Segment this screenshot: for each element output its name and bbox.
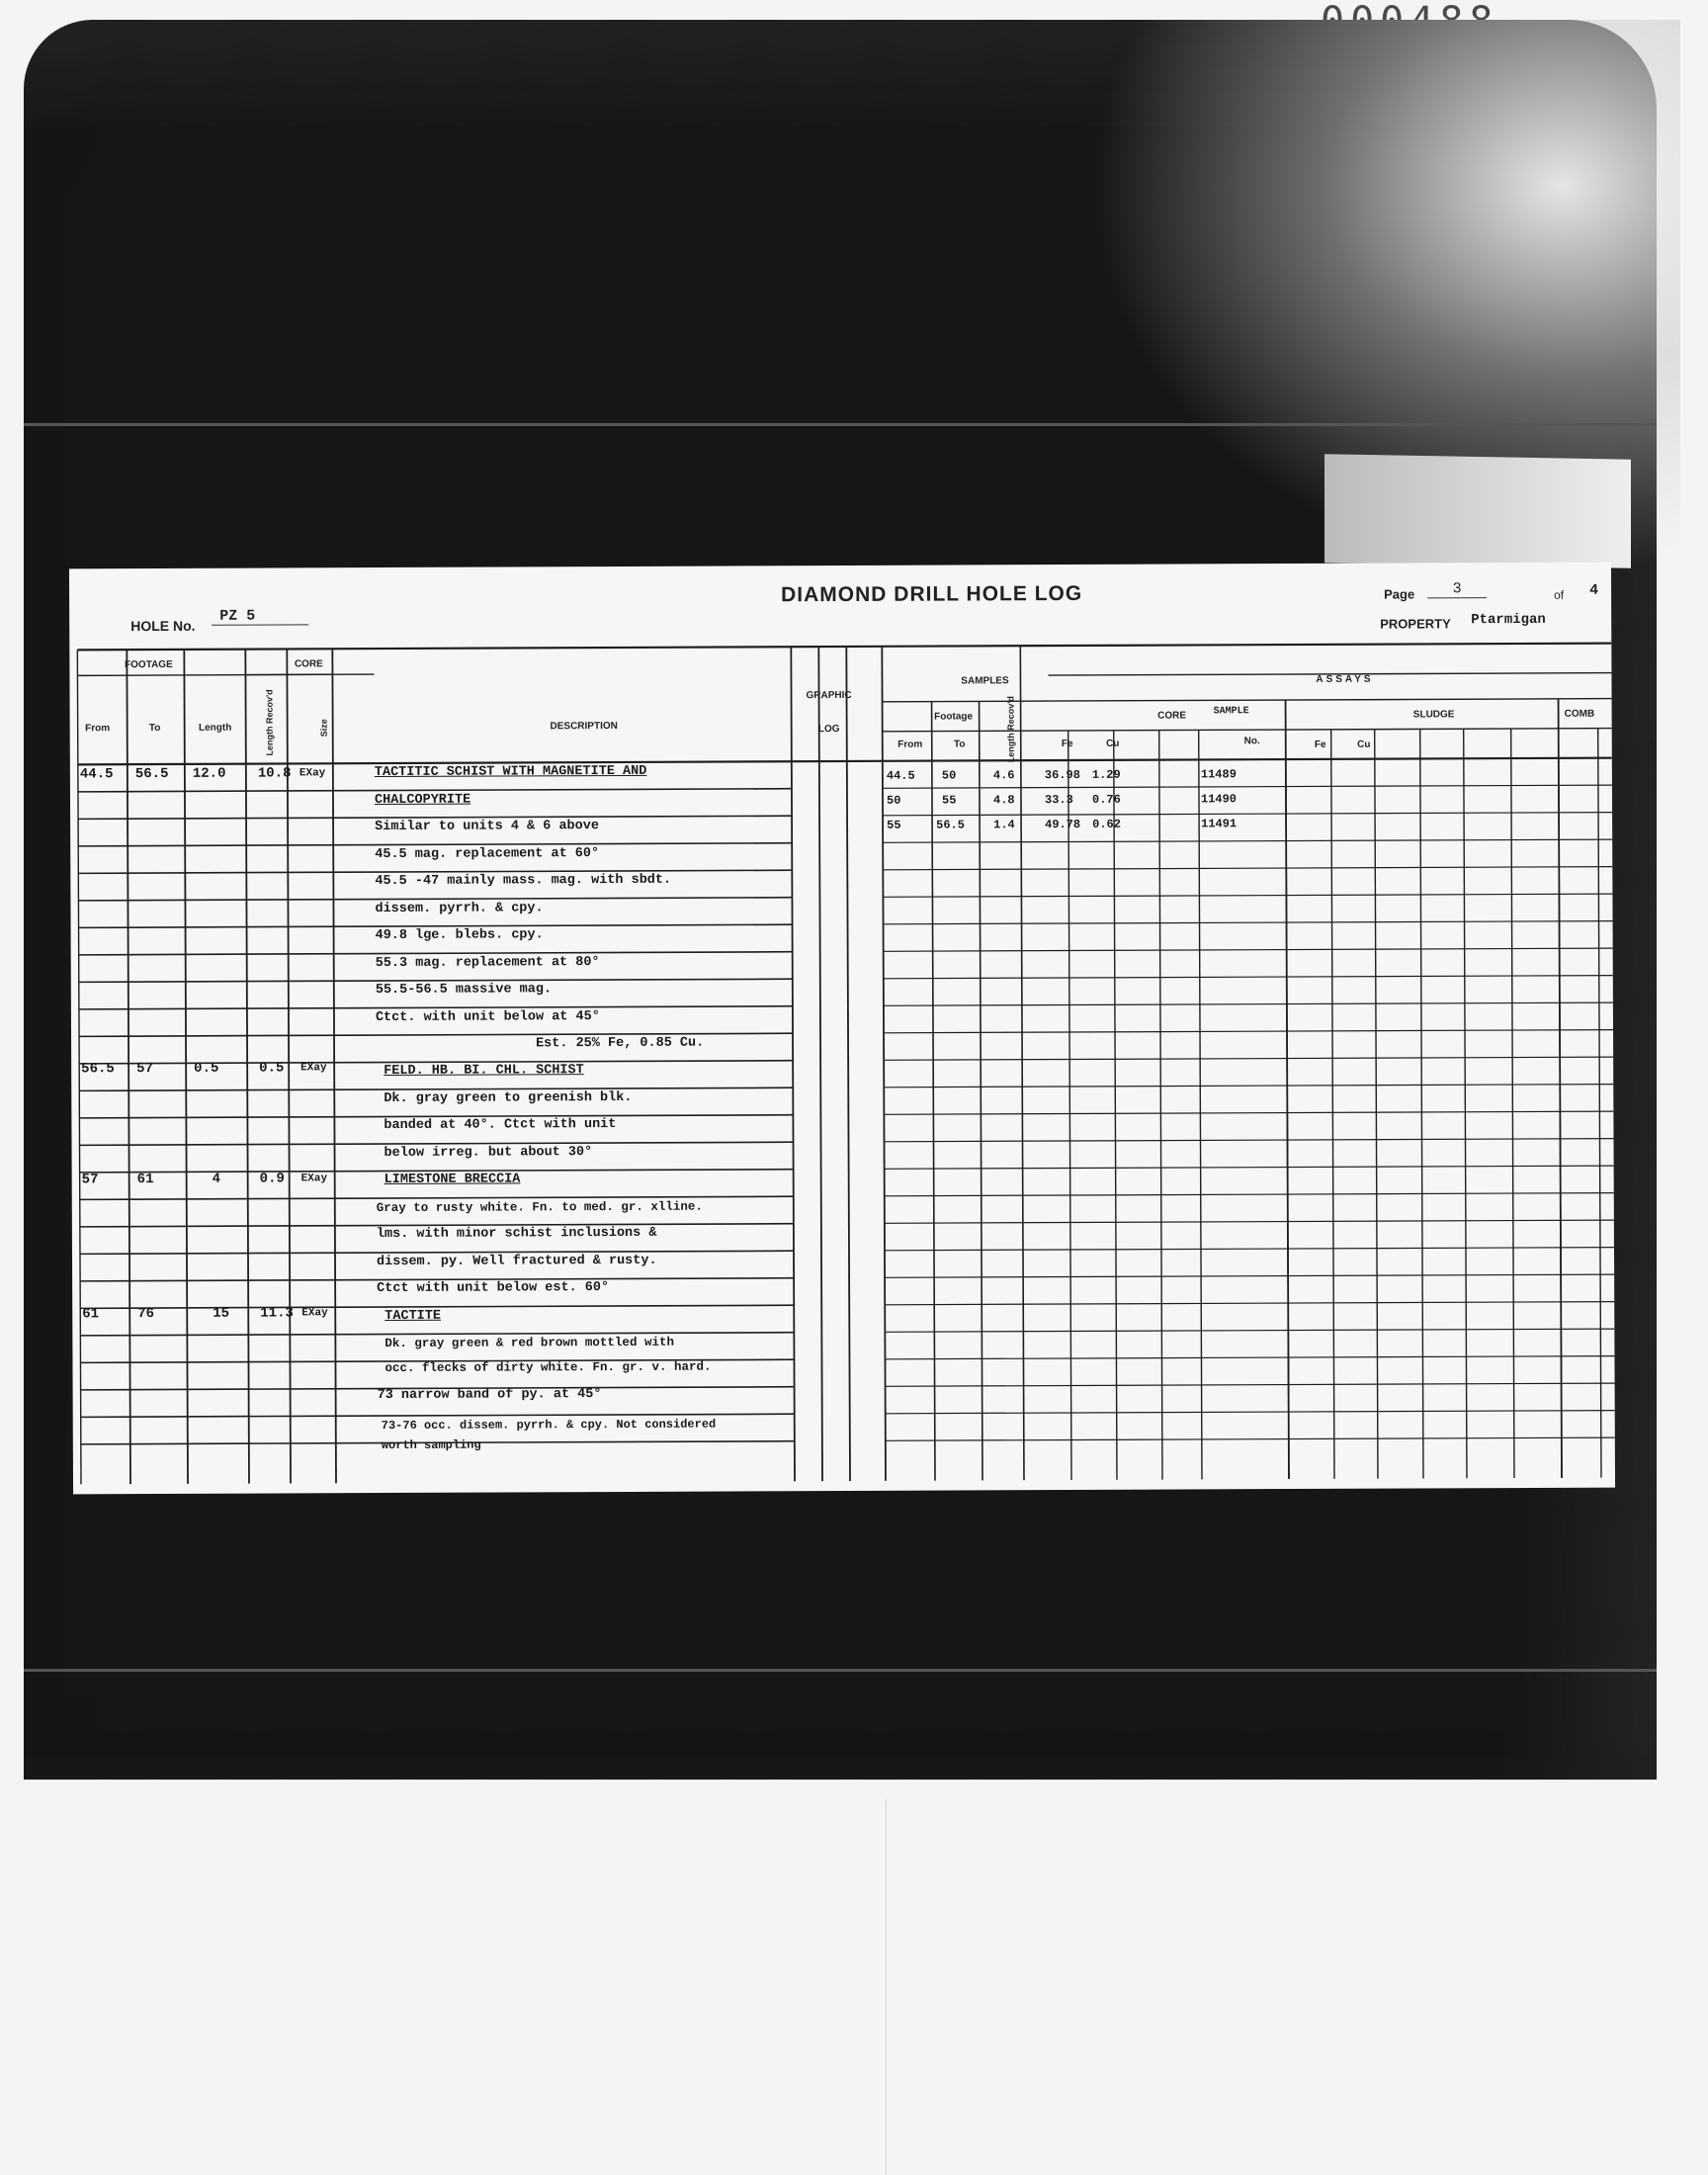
hole-no-value: PZ 5: [212, 607, 308, 625]
grid-line: [885, 1302, 1614, 1305]
recovered-header: Length Recov'd: [264, 689, 275, 756]
grid-line: [885, 1356, 1614, 1359]
grid-line: [882, 647, 886, 1481]
paper-fold: [1324, 454, 1631, 567]
description-line: TACTITE: [384, 1308, 442, 1325]
to-header: To: [148, 723, 161, 735]
form-title: DIAMOND DRILL HOLE LOG: [781, 581, 1083, 607]
grid-line: [1021, 701, 1024, 1480]
description-line: 55.5-56.5 massive mag.: [375, 982, 553, 999]
grid-line: [980, 701, 982, 1480]
grid-line: [1511, 729, 1514, 1478]
sludge-header: SLUDGE: [1412, 709, 1455, 721]
grid-line: [884, 1111, 1613, 1114]
page-edge-line: [886, 1799, 887, 2175]
sample-cu: 0.62: [1092, 817, 1121, 831]
grid-line: [886, 1411, 1615, 1414]
description-line: 45.5 mag. replacement at 60°: [375, 846, 600, 863]
grid-line: [932, 702, 935, 1481]
grid-line: [1464, 729, 1467, 1478]
grid-line: [332, 649, 336, 1483]
interval-from: 61: [82, 1306, 100, 1323]
grid-line: [884, 1030, 1613, 1033]
description-line: lms. with minor schist inclusions &: [376, 1225, 657, 1243]
grid-line: [818, 647, 822, 1481]
page-value: 3: [1427, 580, 1487, 598]
grid-line: [1159, 731, 1162, 1480]
of-label: of: [1554, 587, 1565, 602]
interval-size: EXay: [300, 1173, 328, 1185]
footage-header: FOOTAGE: [125, 658, 173, 671]
grid-line: [886, 1437, 1615, 1440]
description-line: 45.5 -47 mainly mass. mag. with sbdt.: [375, 872, 672, 890]
page-label: Page: [1384, 586, 1415, 602]
sample-recovered: 4.6: [992, 768, 1015, 783]
grid-line: [885, 1220, 1614, 1223]
description-line: worth sampling: [381, 1437, 481, 1453]
interval-recovered: 11.3: [260, 1305, 294, 1322]
graphic-header: GRAPHIC: [806, 689, 852, 702]
sample-cu: 1.29: [1091, 767, 1121, 782]
grid-line: [883, 867, 1612, 870]
description-line: Gray to rusty white. Fn. to med. gr. xlline.: [376, 1199, 703, 1216]
comb-header: COMB: [1564, 708, 1595, 720]
description-line: Ctct. with unit below at 45°: [375, 1009, 600, 1026]
grid-line: [78, 898, 792, 901]
interval-size: EXay: [299, 767, 326, 780]
grid-line: [1286, 730, 1289, 1479]
grid-line: [1375, 730, 1378, 1479]
interval-to: 57: [136, 1061, 154, 1078]
description-line: 55.3 mag. replacement at 80°: [375, 955, 600, 972]
description-line: dissem. pyrrh. & cpy.: [375, 901, 544, 917]
interval-to: 56.5: [134, 765, 169, 783]
description-line: below irreg. but about 30°: [384, 1145, 593, 1162]
sample-fe: 33.3: [1044, 792, 1073, 808]
cu-header: Cu: [1106, 738, 1120, 749]
fe-header: Fe: [1061, 738, 1073, 750]
property-value: Ptarmigan: [1471, 611, 1546, 629]
grid-line: [1559, 699, 1562, 1478]
sample-to-header: To: [953, 739, 966, 750]
core-assay-header: CORE: [1157, 710, 1187, 722]
log-grid: [69, 563, 1615, 1495]
interval-from: 44.5: [79, 766, 114, 783]
grid-line: [885, 1139, 1614, 1142]
sample-recovered: 4.8: [992, 793, 1015, 808]
length-header: Length: [198, 722, 232, 734]
description-line: banded at 40°. Ctct with unit: [384, 1116, 617, 1134]
grid-line: [885, 1329, 1614, 1332]
grid-line: [885, 1166, 1614, 1169]
hole-no-label: HOLE No.: [130, 617, 196, 635]
sample-recovered: 1.4: [993, 818, 1015, 832]
grid-line: [883, 813, 1612, 816]
interval-length: 4: [212, 1171, 221, 1187]
grid-line: [1598, 729, 1601, 1478]
grid-line: [883, 785, 1612, 788]
description-line: FELD. HB. BI. CHL. SCHIST: [384, 1063, 584, 1080]
assays-header: ASSAYS: [1316, 673, 1374, 685]
size-header: Size: [318, 719, 329, 738]
description-line: 73 narrow band of py. at 45°: [377, 1387, 602, 1404]
description-header: DESCRIPTION: [550, 720, 618, 733]
grid-line: [1049, 699, 1612, 701]
grid-line: [1068, 731, 1071, 1480]
grid-line: [846, 647, 850, 1481]
sample-from: 44.5: [886, 768, 915, 783]
grid-line: [78, 758, 1612, 765]
grid-line: [885, 1274, 1614, 1277]
description-line: Dk. gray green to greenish blk.: [384, 1089, 633, 1107]
interval-length: 0.5: [194, 1060, 219, 1077]
description-line: TACTITIC SCHIST WITH MAGNETITE AND: [374, 763, 647, 781]
description-line: dissem. py. Well fractured & rusty.: [376, 1253, 657, 1270]
interval-to: 76: [137, 1306, 155, 1323]
drill-log-sheet: [69, 563, 1615, 1495]
grid-line: [884, 921, 1613, 924]
grid-line: [883, 729, 1612, 732]
grid-line: [127, 650, 130, 1484]
sample-number: 11489: [1200, 767, 1237, 782]
interval-size: EXay: [301, 1307, 328, 1320]
grid-line: [1420, 729, 1423, 1478]
grid-line: [79, 1006, 793, 1009]
description-line: Est. 25% Fe, 0.85 Cu.: [536, 1035, 705, 1052]
grid-line: [184, 650, 188, 1484]
grid-line: [77, 644, 1611, 651]
interval-length: 15: [213, 1305, 230, 1322]
sample-to: 55: [941, 793, 957, 808]
grid-line: [883, 701, 1049, 702]
grid-line: [245, 650, 249, 1484]
sample-footage-header: Footage: [934, 711, 974, 723]
grid-line: [1114, 731, 1117, 1480]
grid-line: [1559, 729, 1562, 1478]
description-line: 49.8 lge. blebs. cpy.: [375, 927, 544, 944]
sample-to: 50: [941, 768, 957, 783]
grid-line: [79, 952, 793, 955]
grid-line: [791, 647, 795, 1481]
sample-number: 11490: [1200, 792, 1238, 807]
grid-line: [883, 894, 1612, 897]
sample-to: 56.5: [936, 818, 965, 832]
from-header: From: [85, 723, 111, 735]
sample-fe: 49.78: [1045, 817, 1081, 832]
grid-line: [884, 1057, 1613, 1060]
grid-line: [883, 839, 1612, 842]
sample-from-header: From: [897, 739, 923, 750]
description-line: LIMESTONE BRECCIA: [384, 1172, 521, 1188]
description-line: CHALCOPYRITE: [374, 792, 471, 809]
scan-band-line: [24, 1669, 1657, 1672]
samples-header: SAMPLES: [961, 675, 1009, 687]
grid-line: [885, 1193, 1614, 1196]
sample-recovered-header: Length Recov'd: [1005, 696, 1016, 763]
grid-line: [884, 1002, 1613, 1005]
grid-line: [78, 789, 792, 792]
sample-from: 50: [886, 793, 901, 808]
grid-line: [884, 976, 1613, 979]
grid-line: [884, 1085, 1613, 1088]
interval-from: 57: [81, 1172, 99, 1188]
interval-length: 12.0: [192, 765, 226, 782]
sample-fe: 36.98: [1044, 767, 1080, 783]
core-header: CORE: [294, 658, 323, 670]
interval-recovered: 0.9: [259, 1171, 285, 1187]
grid-line: [1286, 700, 1289, 1479]
grid-line: [78, 843, 792, 846]
property-label: PROPERTY: [1380, 616, 1451, 632]
grid-line: [1331, 730, 1334, 1479]
sludge-cu-header: Cu: [1357, 739, 1371, 750]
no-header: No.: [1243, 736, 1260, 747]
interval-recovered: 10.8: [257, 765, 292, 782]
description-line: Similar to units 4 & 6 above: [375, 819, 599, 835]
sample-no-header: SAMPLE: [1213, 706, 1249, 718]
description-line: 73-76 occ. dissem. pyrrh. & cpy. Not considered: [381, 1417, 717, 1434]
grid-line: [77, 674, 374, 675]
grid-line: [885, 1248, 1614, 1251]
description-line: Ctct with unit below est. 60°: [377, 1280, 610, 1297]
interval-size: EXay: [300, 1062, 327, 1075]
description-line: occ. flecks of dirty white. Fn. gr. v. hard.: [384, 1359, 712, 1376]
grid-line: [886, 1383, 1615, 1386]
grid-line: [1199, 730, 1202, 1479]
sample-cu: 0.76: [1091, 792, 1121, 807]
log-header: LOG: [817, 724, 840, 736]
sample-from: 55: [887, 818, 901, 832]
grid-line: [884, 948, 1613, 951]
of-total: 4: [1589, 581, 1599, 599]
interval-recovered: 0.5: [259, 1060, 285, 1077]
interval-from: 56.5: [81, 1061, 115, 1078]
sample-number: 11491: [1201, 817, 1238, 831]
interval-to: 61: [136, 1172, 154, 1188]
sludge-fe-header: Fe: [1314, 739, 1326, 750]
scan-band-line: [24, 423, 1657, 426]
description-line: Dk. gray green & red brown mottled with: [384, 1335, 674, 1351]
